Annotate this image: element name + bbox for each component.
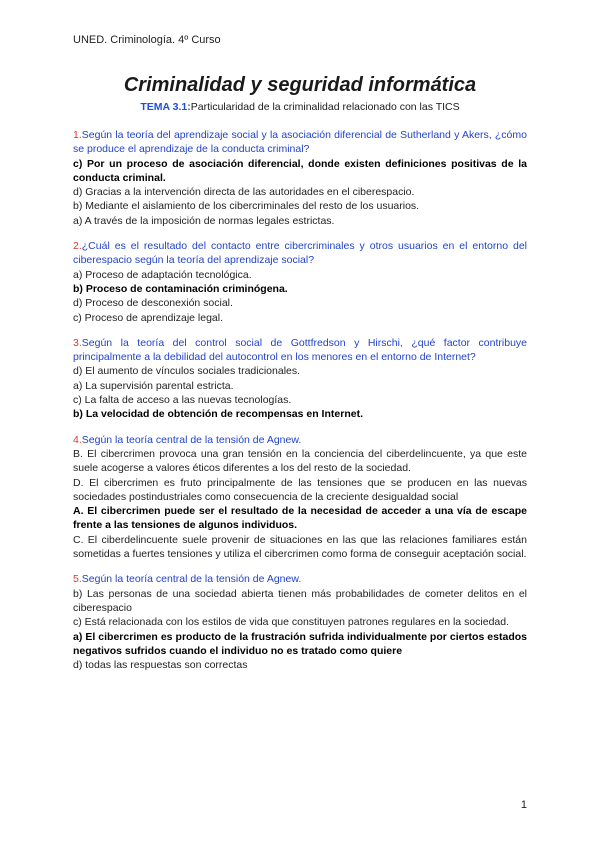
answer-option: C. El ciberdelincuente suele provenir de situaciones en las que las relaciones familiares están sometidas a fuertes tensiones y utiliza el cibercrimen como forma de conseguir aceptación social. [73, 533, 527, 561]
answer-option: c) La falta de acceso a las nuevas tecnologías. [73, 394, 292, 407]
answer-option: a) Proceso de adaptación tecnológica. [73, 268, 252, 281]
answer-option: B. El cibercrimen provoca una gran tensión en la conciencia del ciberdelincuente, ya que este suele acogerse a valores éticos diferentes a los del resto de la sociedad. [73, 447, 527, 475]
document-title: Criminalidad y seguridad informática [123, 74, 477, 96]
answer-option-correct: b) Proceso de contaminación criminógena. [73, 282, 288, 295]
question-3 [73, 336, 527, 422]
question-number: 3. [73, 336, 82, 349]
question-4 [73, 433, 527, 562]
answer-option: D. El cibercrimen es fruto principalmente de las tensiones que se producen en las nuevas sociedades postindustriales como consecuencia de la creciente desigualdad social [73, 476, 527, 503]
answer-option: d) Gracias a la intervención directa de las autoridades en el ciberespacio. [73, 186, 415, 199]
answer-option-correct: A. El cibercrimen puede ser el resultado de la necesidad de acceder a una vía de escape frente a las tensiones de algunos individuos. [73, 505, 527, 532]
question-text: 4.Según la teoría central de la tensión de Agnew. [73, 433, 302, 446]
question-number: 5. [73, 573, 82, 586]
question-number: 1. [73, 129, 82, 141]
question-1 [73, 128, 527, 228]
question-2 [73, 239, 527, 325]
answer-option: d) El aumento de vínculos sociales tradicionales. [73, 365, 301, 378]
answer-option-correct: b) La velocidad de obtención de recompensas en Internet. [73, 408, 363, 421]
answer-option: c) Está relacionada con los estilos de vida que constituyen patrones regulares en la sociedad. [73, 616, 510, 629]
answer-option-correct: c) Por un proceso de asociación diferencial, donde existen definiciones positivas de la conducta criminal. [73, 157, 527, 184]
question-text: 3.Según la teoría del control social de Gottfredson y Hirschi, ¿qué factor contribuye principalmente a la debilidad del autocontrol en los menores en el entorno de Internet? [73, 336, 527, 364]
question-text: 5.Según la teoría central de la tensión de Agnew. [73, 573, 302, 586]
question-5 [73, 572, 527, 672]
question-text: 2.¿Cuál es el resultado del contacto entre cibercriminales y otros usuarios en el entorno del ciberespacio según la teoría del aprendizaje social? [73, 240, 527, 267]
answer-option: b) Mediante el aislamiento de los cibercriminales del resto de los usuarios. [73, 200, 420, 213]
answer-option: c) Proceso de aprendizaje legal. [73, 311, 224, 324]
question-number: 4. [73, 433, 82, 446]
answer-option: a) La supervisión parental estricta. [73, 379, 234, 392]
answer-option: a) A través de la imposición de normas legales estrictas. [73, 214, 335, 227]
topic-description: Particularidad de la criminalidad relacionado con las TICS [190, 101, 460, 113]
question-list [73, 128, 527, 683]
page-number: 1 [520, 799, 527, 811]
document-subtitle [0, 101, 600, 113]
page-header: UNED. Criminología. 4º Curso [73, 34, 221, 46]
answer-option: d) Proceso de desconexión social. [73, 297, 233, 310]
question-number: 2. [73, 240, 82, 253]
topic-label: TEMA 3.1: [140, 101, 191, 113]
question-text: 1.Según la teoría del aprendizaje social y la asociación diferencial de Sutherland y Akers, ¿cómo se produce el aprendizaje de la conducta criminal? [73, 129, 527, 156]
answer-option: d) todas las respuestas son correctas [73, 659, 248, 672]
answer-option-correct: a) El cibercrimen es producto de la frustración sufrida individualmente por ciertos estados negativos sufridos cuando el individuo no es tratado como quiere [73, 630, 527, 657]
answer-option: b) Las personas de una sociedad abierta tienen más probabilidades de cometer delitos en el ciberespacio [73, 587, 527, 614]
